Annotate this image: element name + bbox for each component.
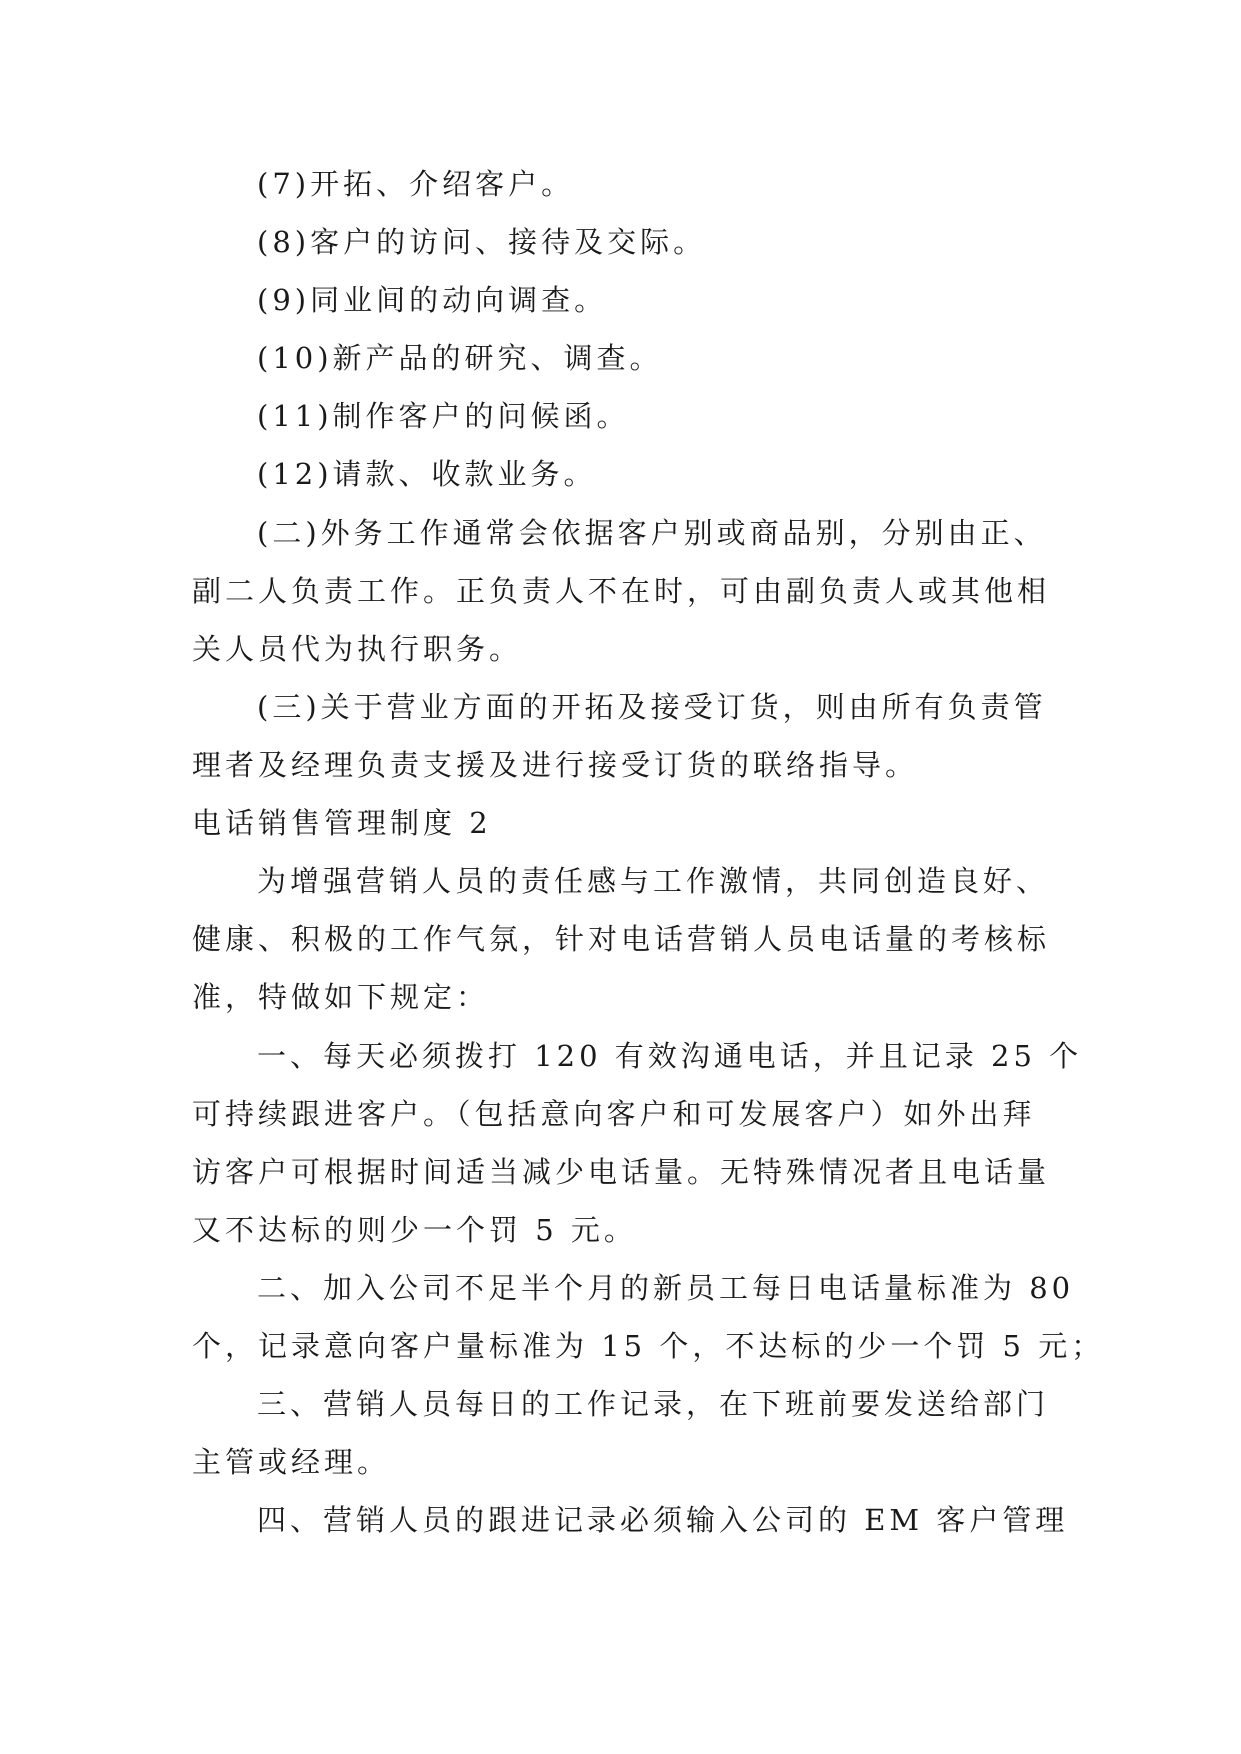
text-line: (9)同业间的动向调查。: [257, 283, 608, 317]
text-line: 个，记录意向客户量标准为 15 个，不达标的少一个罚 5 元；: [192, 1329, 1105, 1363]
text-line: 四、营销人员的跟进记录必须输入公司的 EM 客户管理: [257, 1503, 1069, 1537]
text-line: (7)开拓、介绍客户。: [257, 167, 575, 201]
section-heading: 电话销售管理制度 2: [192, 806, 492, 840]
text-line: 主管或经理。: [192, 1445, 391, 1479]
text-line: 关人员代为执行职务。: [192, 632, 523, 666]
text-line: 二、加入公司不足半个月的新员工每日电话量标准为 80: [257, 1271, 1075, 1305]
text-line: (11)制作客户的问候函。: [257, 399, 630, 433]
text-line: 又不达标的则少一个罚 5 元。: [192, 1213, 637, 1247]
text-line: 健康、积极的工作气氛，针对电话营销人员电话量的考核标: [192, 922, 1051, 956]
text-line: 三、营销人员每日的工作记录，在下班前要发送给部门: [257, 1387, 1050, 1421]
text-line: (二)外务工作通常会依据客户别或商品别，分别由正、: [257, 516, 1047, 550]
text-line: 准，特做如下规定：: [192, 980, 490, 1014]
text-line: (10)新产品的研究、调查。: [257, 341, 663, 375]
text-line: 副二人负责工作。正负责人不在时，可由副负责人或其他相: [192, 574, 1051, 608]
text-line: 一、每天必须拨打 120 有效沟通电话，并且记录 25 个: [257, 1039, 1083, 1073]
text-line: 访客户可根据时间适当减少电话量。无特殊情况者且电话量: [192, 1155, 1051, 1189]
text-line: (12)请款、收款业务。: [257, 457, 597, 491]
text-line: (8)客户的访问、接待及交际。: [257, 225, 707, 259]
text-line: 为增强营销人员的责任感与工作激情，共同创造良好、: [257, 864, 1050, 898]
text-line: 理者及经理负责支援及进行接受订货的联络指导。: [192, 748, 919, 782]
text-line: 可持续跟进客户。（包括意向客户和可发展客户）如外出拜: [192, 1097, 1036, 1131]
text-line: (三)关于营业方面的开拓及接受订货，则由所有负责管: [257, 690, 1047, 724]
